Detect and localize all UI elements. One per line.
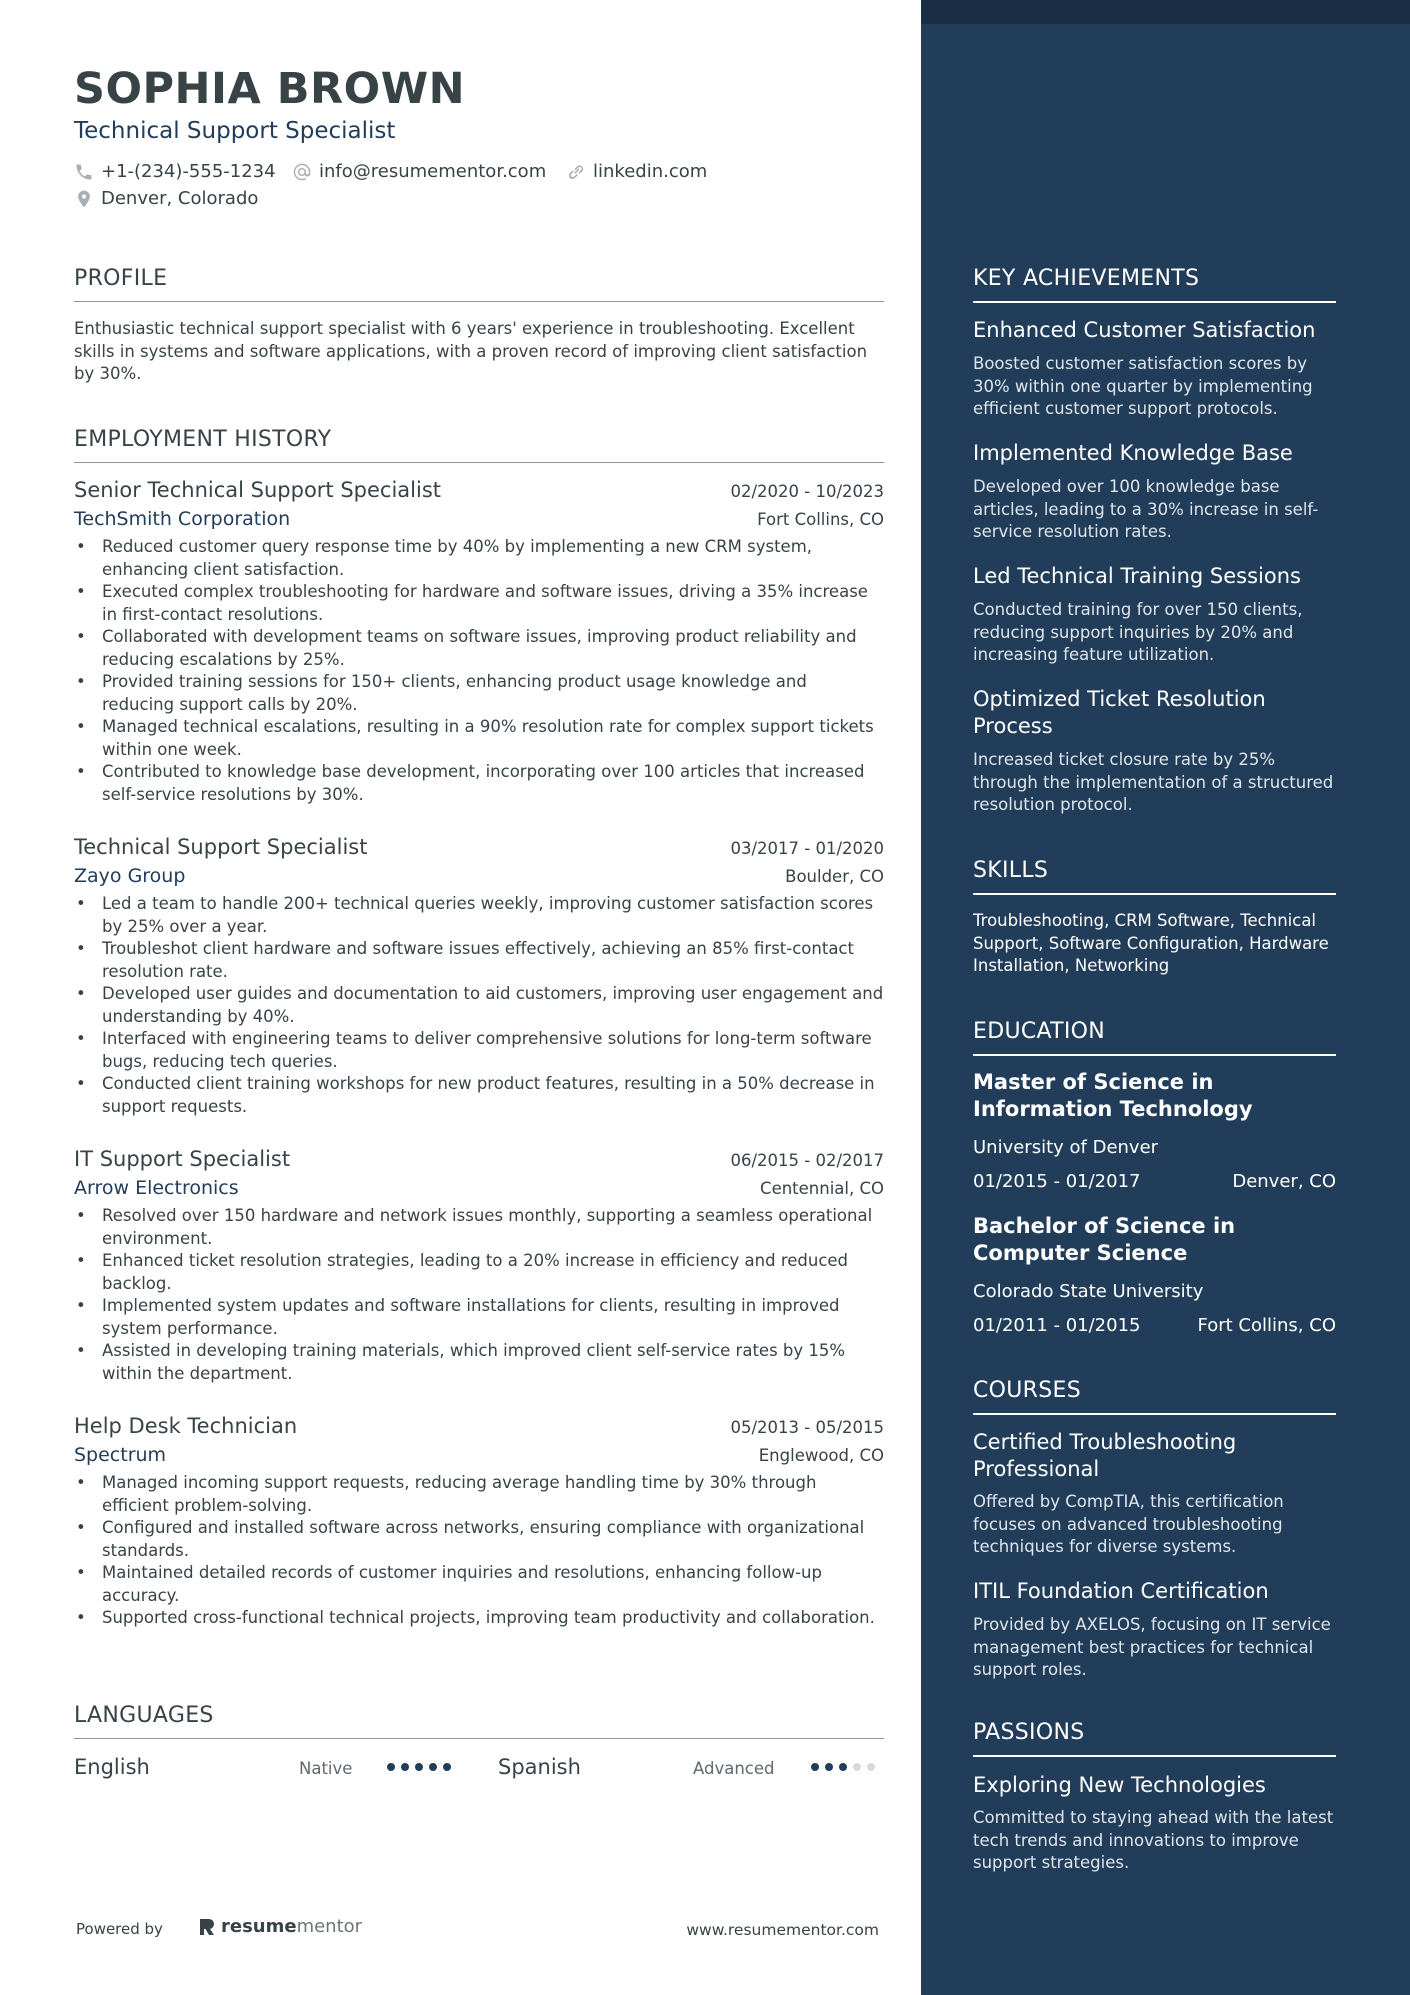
job-entry [74,1414,884,1630]
job-bullets [74,1472,884,1630]
profile-text: Enthusiastic technical support specialist with 6 years' experience in troubleshooting. Excellent skills in systems and software applications, with a proven record of improving client satisfaction by 30%. [74,319,868,383]
achievements-heading: KEY ACHIEVEMENTS [973,266,1336,303]
education-school: University of Denver [973,1137,1159,1158]
education-school: Colorado State University [973,1281,1204,1302]
education-heading: EDUCATION [973,1019,1336,1056]
employment-heading: EMPLOYMENT HISTORY [74,427,884,463]
rating-dot-filled [415,1763,423,1771]
job-bullet: • Reduced customer query response time by 40% by implementing a new CRM system, enhancing client satisfaction. [74,536,884,581]
email-text[interactable]: info@resumementor.com [319,161,547,182]
job-bullet: • Executed complex troubleshooting for hardware and software issues, driving a 35% increase in first-contact resolutions. [74,581,884,626]
education-meta [973,1315,1336,1336]
job-entry [74,478,884,806]
profile-heading: PROFILE [74,266,884,302]
passions-heading: PASSIONS [973,1720,1336,1757]
language-level: Native [299,1759,353,1778]
rating-dot-filled [811,1763,819,1771]
logo-mark-icon [198,1917,216,1937]
job-title: IT Support Specialist [74,1147,291,1171]
job-bullet: • Enhanced ticket resolution strategies, leading to a 20% increase in efficiency and reduced backlog. [74,1250,884,1295]
candidate-role: Technical Support Specialist [74,118,396,144]
rating-dot-filled [429,1763,437,1771]
job-bullet: • Assisted in developing training materials, which improved client self-service rates by 15% within the department. [74,1340,884,1385]
job-bullet: • Maintained detailed records of customer inquiries and resolutions, enhancing follow-up accuracy. [74,1562,884,1607]
job-location: Centennial, CO [760,1179,884,1198]
education-dates: 01/2015 - 01/2017 [973,1171,1141,1192]
job-company: Zayo Group [74,865,186,887]
phone-icon [74,162,94,182]
job-bullets [74,536,884,806]
job-bullet: • Supported cross-functional technical projects, improving team productivity and collaboration. [74,1607,884,1630]
resumementor-logo[interactable] [198,1916,362,1937]
rating-dot-empty [853,1763,861,1771]
education-location: Fort Collins, CO [1197,1315,1336,1336]
rating-dot-filled [839,1763,847,1771]
phone-text: +1-(234)-555-1234 [101,161,276,182]
achievement-title: Implemented Knowledge Base [973,441,1293,465]
job-entry [74,1147,884,1385]
courses-heading: COURSES [973,1378,1336,1415]
linkedin-text[interactable]: linkedin.com [593,161,708,182]
at-icon [292,162,312,182]
job-bullets [74,1205,884,1385]
job-bullet: • Managed incoming support requests, reducing average handling time by 30% through efficient problem-solving. [74,1472,884,1517]
job-dates: 06/2015 - 02/2017 [730,1151,884,1170]
job-bullet: • Configured and installed software across networks, ensuring compliance with organizational standards. [74,1517,884,1562]
language-name: English [74,1755,150,1779]
language-rating [811,1763,875,1771]
education-degree: Bachelor of Science in Computer Science [973,1214,1236,1265]
languages-heading: LANGUAGES [74,1703,884,1739]
location-pin-icon [74,189,94,209]
language-name: Spanish [498,1755,581,1779]
achievement-desc: Boosted customer satisfaction scores by 30% within one quarter by implementing efficient customer support protocols. [973,354,1313,418]
job-location: Englewood, CO [758,1446,884,1465]
job-title: Senior Technical Support Specialist [74,478,442,502]
candidate-name: SOPHIA BROWN [74,64,466,114]
linkedin-contact[interactable] [566,161,707,182]
phone-contact [74,161,276,182]
skills-heading: SKILLS [973,858,1336,895]
website-link[interactable]: www.resumementor.com [686,1921,879,1939]
job-bullet: • Contributed to knowledge base development, incorporating over 100 articles that increased self-service resolutions by 30%. [74,761,884,806]
job-bullet: • Resolved over 150 hardware and network issues monthly, supporting a seamless operational environment. [74,1205,884,1250]
achievement-title: Enhanced Customer Satisfaction [973,318,1316,342]
job-dates: 05/2013 - 05/2015 [730,1418,884,1437]
passion-title: Exploring New Technologies [973,1773,1266,1797]
job-dates: 02/2020 - 10/2023 [730,482,884,501]
job-location: Boulder, CO [785,867,884,886]
job-bullet: • Managed technical escalations, resulting in a 90% resolution rate for complex support tickets within one week. [74,716,884,761]
job-title: Help Desk Technician [74,1414,298,1438]
location-contact [74,188,258,209]
rating-dot-filled [387,1763,395,1771]
job-bullet: • Interfaced with engineering teams to deliver comprehensive solutions for long-term software bugs, reducing tech queries. [74,1028,884,1073]
job-bullet: • Implemented system updates and software installations for clients, resulting in improved system performance. [74,1295,884,1340]
rating-dot-filled [825,1763,833,1771]
language-rating [387,1763,451,1771]
powered-by-label: Powered by [76,1920,163,1938]
language-level: Advanced [693,1759,775,1778]
job-location: Fort Collins, CO [757,510,884,529]
achievement-title: Led Technical Training Sessions [973,564,1301,588]
education-dates: 01/2011 - 01/2015 [973,1315,1141,1336]
achievement-desc: Conducted training for over 150 clients, reducing support inquiries by 20% and increasing feature utilization. [973,600,1303,664]
skills-text: Troubleshooting, CRM Software, Technical Support, Software Configuration, Hardware Installation, Networking [973,911,1329,975]
rating-dot-filled [443,1763,451,1771]
job-bullet: • Developed user guides and documentation to aid customers, improving user engagement and understanding by 40%. [74,983,884,1028]
logo-text-bold: resume [221,1916,297,1937]
job-title: Technical Support Specialist [74,835,368,859]
job-bullets [74,893,884,1118]
job-bullet: • Collaborated with development teams on software issues, improving product reliability and reducing escalations by 25%. [74,626,884,671]
education-degree: Master of Science in Information Technology [973,1070,1253,1121]
location-text: Denver, Colorado [101,188,259,209]
rating-dot-filled [401,1763,409,1771]
rating-dot-empty [867,1763,875,1771]
achievement-title: Optimized Ticket Resolution Process [973,687,1266,738]
course-desc: Offered by CompTIA, this certification focuses on advanced troubleshooting techniques for diverse systems. [973,1492,1284,1556]
job-bullet: • Led a team to handle 200+ technical queries weekly, improving customer satisfaction scores by 25% over a year. [74,893,884,938]
course-title: ITIL Foundation Certification [973,1579,1269,1603]
course-title: Certified Troubleshooting Professional [973,1430,1237,1481]
course-desc: Provided by AXELOS, focusing on IT service management best practices for technical support roles. [973,1615,1331,1679]
education-location: Denver, CO [1232,1171,1336,1192]
job-company: TechSmith Corporation [74,508,291,530]
job-company: Arrow Electronics [74,1177,239,1199]
achievement-desc: Developed over 100 knowledge base articles, leading to a 30% increase in self-service resolution rates. [973,477,1319,541]
job-entry [74,835,884,1118]
achievement-desc: Increased ticket closure rate by 25% through the implementation of a structured resolution protocol. [973,750,1334,814]
job-dates: 03/2017 - 01/2020 [730,839,884,858]
job-bullet: • Provided training sessions for 150+ clients, enhancing product usage knowledge and reducing support calls by 20%. [74,671,884,716]
link-icon [566,162,586,182]
job-bullet: • Troubleshot client hardware and software issues effectively, achieving an 85% first-contact resolution rate. [74,938,884,983]
passion-desc: Committed to staying ahead with the latest tech trends and innovations to improve support strategies. [973,1808,1334,1872]
sidebar-top-bar [921,0,1410,24]
logo-text-light: mentor [296,1916,363,1937]
email-contact[interactable] [292,161,546,182]
job-company: Spectrum [74,1444,167,1466]
job-bullet: • Conducted client training workshops for new product features, resulting in a 50% decrease in support requests. [74,1073,884,1118]
education-meta [973,1171,1336,1192]
